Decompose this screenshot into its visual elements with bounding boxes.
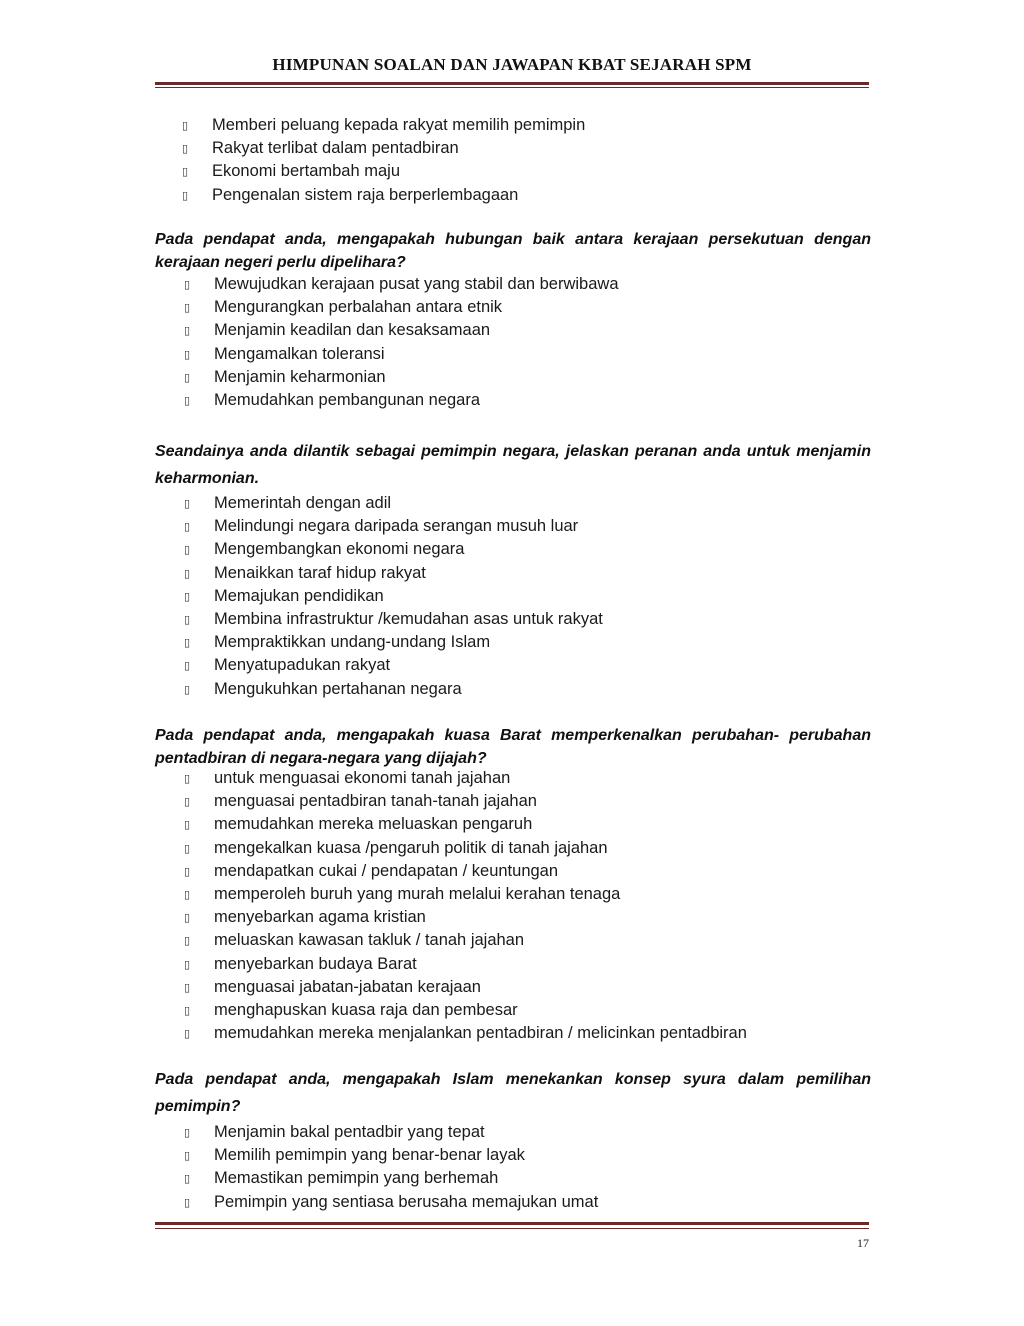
list-item: ▯ Memilih pemimpin yang benar-benar layak [214, 1144, 598, 1167]
bullet-icon: ▯ [184, 1027, 191, 1041]
bullet-icon: ▯ [184, 324, 191, 338]
bullet-icon: ▯ [182, 165, 189, 179]
page-header-title: HIMPUNAN SOALAN DAN JAWAPAN KBAT SEJARAH SPM [272, 55, 752, 74]
bullet-icon: ▯ [184, 772, 191, 785]
bullet-icon: ▯ [184, 393, 191, 407]
bullet-icon: ▯ [184, 957, 191, 971]
list-item: ▯ Memerintah dengan adil [214, 492, 603, 515]
bullet-icon: ▯ [184, 636, 191, 650]
question-text: Pada pendapat anda, mengapakah kuasa Barat memperkenalkan perubahan- perubahan pentadbiran di negara-negara yang dijajah? [155, 727, 871, 767]
list-item: ▯ Mewujudkan kerajaan pusat yang stabil dan berwibawa [214, 273, 619, 296]
bullet-icon: ▯ [182, 142, 189, 156]
bullet-icon: ▯ [184, 612, 191, 626]
list-item: ▯ memperoleh buruh yang murah melalui kerahan tenaga [214, 883, 747, 906]
list-item: ▯ Memberi peluang kepada rakyat memilih pemimpin [212, 114, 585, 137]
list-item: ▯ Mengukuhkan pertahanan negara [214, 678, 603, 701]
list-item: ▯ Mempraktikkan undang-undang Islam [214, 631, 603, 654]
page-number: 17 [857, 1236, 869, 1250]
list-item: ▯ menguasai pentadbiran tanah-tanah jajahan [214, 790, 747, 813]
bullet-icon: ▯ [184, 301, 191, 315]
bullet-icon: ▯ [182, 188, 189, 202]
bullet-icon: ▯ [184, 543, 191, 557]
bullet-icon: ▯ [184, 1126, 191, 1139]
bullet-icon: ▯ [184, 1149, 191, 1163]
list-item: ▯ menguasai jabatan-jabatan kerajaan [214, 976, 747, 999]
bullet-icon: ▯ [184, 887, 191, 901]
bullet-icon: ▯ [184, 795, 191, 809]
list-item: ▯ menghapuskan kuasa raja dan pembesar [214, 999, 747, 1022]
list-item: ▯ Mengurangkan perbalahan antara etnik [214, 296, 619, 319]
question-text: Pada pendapat anda, mengapakah hubungan baik antara kerajaan persekutuan dengan kerajaan negeri perlu dipelihara? [155, 231, 871, 271]
bullet-icon: ▯ [184, 864, 191, 878]
list-item: ▯ mendapatkan cukai / pendapatan / keuntungan [214, 860, 747, 883]
list-item: ▯ Menjamin keadilan dan kesaksamaan [214, 319, 619, 342]
list-item: ▯ Mengembangkan ekonomi negara [214, 538, 603, 561]
answer-list [184, 492, 603, 701]
list-item: ▯ mengekalkan kuasa /pengaruh politik di tanah jajahan [214, 837, 747, 860]
footer-divider [155, 1222, 869, 1225]
answer-list [184, 767, 747, 1045]
bullet-icon: ▯ [184, 659, 191, 673]
bullet-icon: ▯ [184, 841, 191, 855]
list-item: ▯ meluaskan kawasan takluk / tanah jajahan [214, 929, 747, 952]
list-item: ▯ menyebarkan agama kristian [214, 906, 747, 929]
bullet-icon: ▯ [184, 497, 191, 510]
list-item: ▯ Mengamalkan toleransi [214, 343, 619, 366]
header-divider [155, 82, 869, 85]
bullet-icon: ▯ [184, 589, 191, 603]
bullet-icon: ▯ [184, 818, 191, 832]
list-item: ▯ Pengenalan sistem raja berperlembagaan [212, 184, 585, 207]
bullet-icon: ▯ [184, 1003, 191, 1017]
answer-list [184, 1121, 599, 1214]
list-item: ▯ Menjamin keharmonian [214, 366, 619, 389]
list-item: ▯ memudahkan mereka meluaskan pengaruh [214, 813, 747, 836]
bullet-icon: ▯ [184, 934, 191, 948]
list-item: ▯ Memastikan pemimpin yang berhemah [214, 1167, 598, 1190]
list-item: ▯ Ekonomi bertambah maju [212, 160, 585, 183]
question-text: Pada pendapat anda, mengapakah Islam menekankan konsep syura dalam pemilihan pemimpin? [155, 1071, 871, 1115]
list-item: ▯ menyebarkan budaya Barat [214, 953, 747, 976]
list-item: ▯ Pemimpin yang sentiasa berusaha memajukan umat [214, 1191, 598, 1214]
list-item: ▯ Menyatupadukan rakyat [214, 654, 603, 677]
list-item: ▯ untuk menguasai ekonomi tanah jajahan [214, 767, 747, 790]
question-text: Seandainya anda dilantik sebagai pemimpin negara, jelaskan peranan anda untuk menjamin keharmonian. [155, 443, 871, 487]
bullet-icon: ▯ [184, 980, 191, 994]
answer-list [184, 273, 619, 412]
list-item: ▯ Menaikkan taraf hidup rakyat [214, 562, 603, 585]
bullet-icon: ▯ [184, 520, 191, 534]
bullet-icon: ▯ [184, 278, 191, 291]
list-item: ▯ Memajukan pendidikan [214, 585, 603, 608]
list-item: ▯ Memudahkan pembangunan negara [214, 389, 619, 412]
bullet-icon: ▯ [184, 566, 191, 580]
bullet-icon: ▯ [184, 370, 191, 384]
bullet-icon: ▯ [184, 911, 191, 925]
header-divider-thin [155, 87, 869, 88]
list-item: ▯ memudahkan mereka menjalankan pentadbiran / melicinkan pentadbiran [214, 1022, 747, 1045]
bullet-icon: ▯ [184, 347, 191, 361]
list-item: ▯ Rakyat terlibat dalam pentadbiran [212, 137, 585, 160]
bullet-icon: ▯ [184, 1172, 191, 1186]
bullet-icon: ▯ [184, 1195, 191, 1209]
list-item: ▯ Melindungi negara daripada serangan musuh luar [214, 515, 603, 538]
bullet-icon: ▯ [184, 682, 191, 696]
bullet-icon: ▯ [182, 119, 189, 132]
list-item: ▯ Menjamin bakal pentadbir yang tepat [214, 1121, 598, 1144]
footer-divider-thin [155, 1228, 869, 1229]
list-item: ▯ Membina infrastruktur /kemudahan asas untuk rakyat [214, 608, 603, 631]
answer-list [182, 114, 586, 207]
